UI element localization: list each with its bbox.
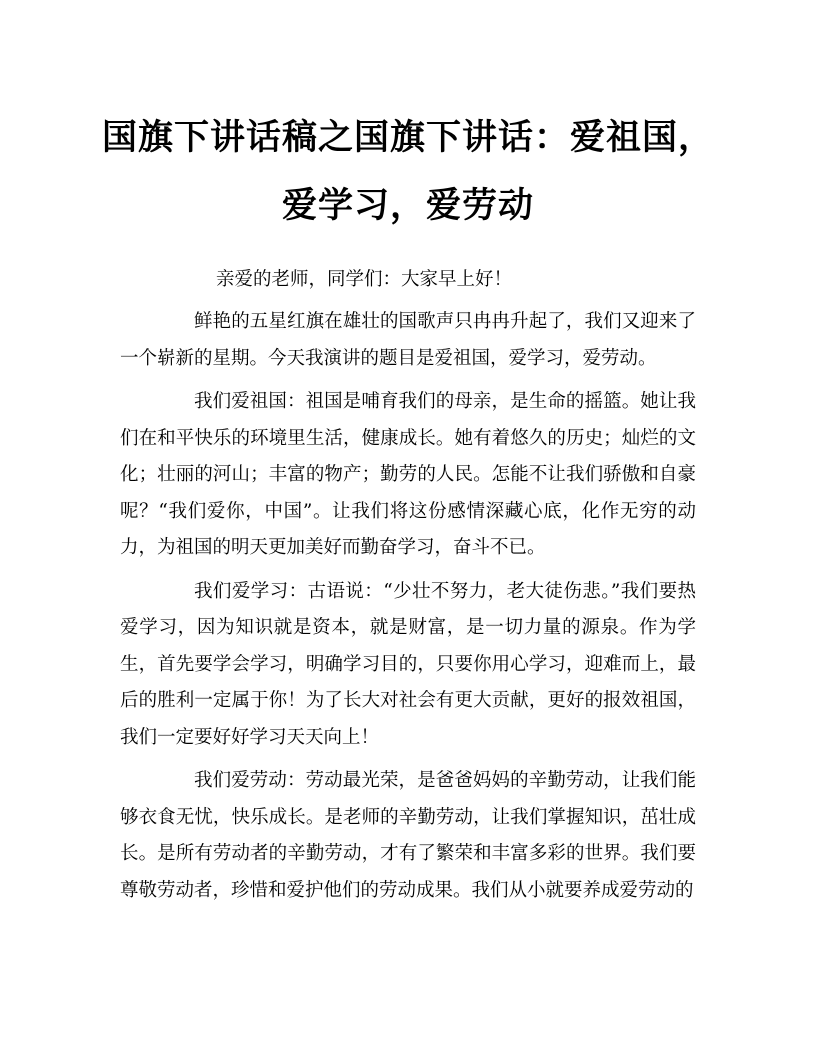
paragraph-love-study: 我们爱学习：古语说：“少壮不努力，老大徒伤悲。”我们要热爱学习，因为知识就是资本，就是财富，是一切力量的源泉。作为学生，首先要学会学习，明确学习目的，只要你用心学习，迎难而上，最后的胜利一定属于你！为了长大对社会有更大贡献，更好的报效祖国，我们一定要好好学习天天向上！ — [120, 580, 696, 748]
paragraph-love-labor: 我们爱劳动：劳动最光荣，是爸爸妈妈的辛勤劳动，让我们能够衣食无忧，快乐成长。是老师的辛勤劳动，让我们掌握知识，茁壮成长。是所有劳动者的辛勤劳动，才有了繁荣和丰富多彩的世界。我们要尊敬劳动者，珍惜和爱护他们的劳动成果。我们从小就要养成爱劳动的 — [120, 770, 696, 901]
body-paragraphs — [120, 304, 696, 916]
title-line-1: 国旗下讲话稿之国旗下讲话：爱祖国， — [101, 117, 714, 158]
page-title — [100, 104, 716, 240]
title-line-2: 爱学习，爱劳动 — [281, 185, 534, 226]
greeting-line: 亲爱的老师，同学们：大家早上好！ — [216, 269, 513, 290]
paragraph-love-country: 我们爱祖国：祖国是哺育我们的母亲，是生命的摇篮。她让我们在和平快乐的环境里生活，健康成长。她有着悠久的历史；灿烂的文化；壮丽的河山；丰富的物产；勤劳的人民。怎能不让我们骄傲和自豪呢？“我们爱你，中国”。让我们将这份感情深藏心底，化作无穷的动力，为祖国的明天更加美好而勤奋学习，奋斗不已。 — [120, 391, 696, 558]
paragraph-intro: 鲜艳的五星红旗在雄壮的国歌声只冉冉升起了，我们又迎来了一个崭新的星期。今天我演讲的题目是爱祖国，爱学习，爱劳动。 — [120, 311, 696, 369]
